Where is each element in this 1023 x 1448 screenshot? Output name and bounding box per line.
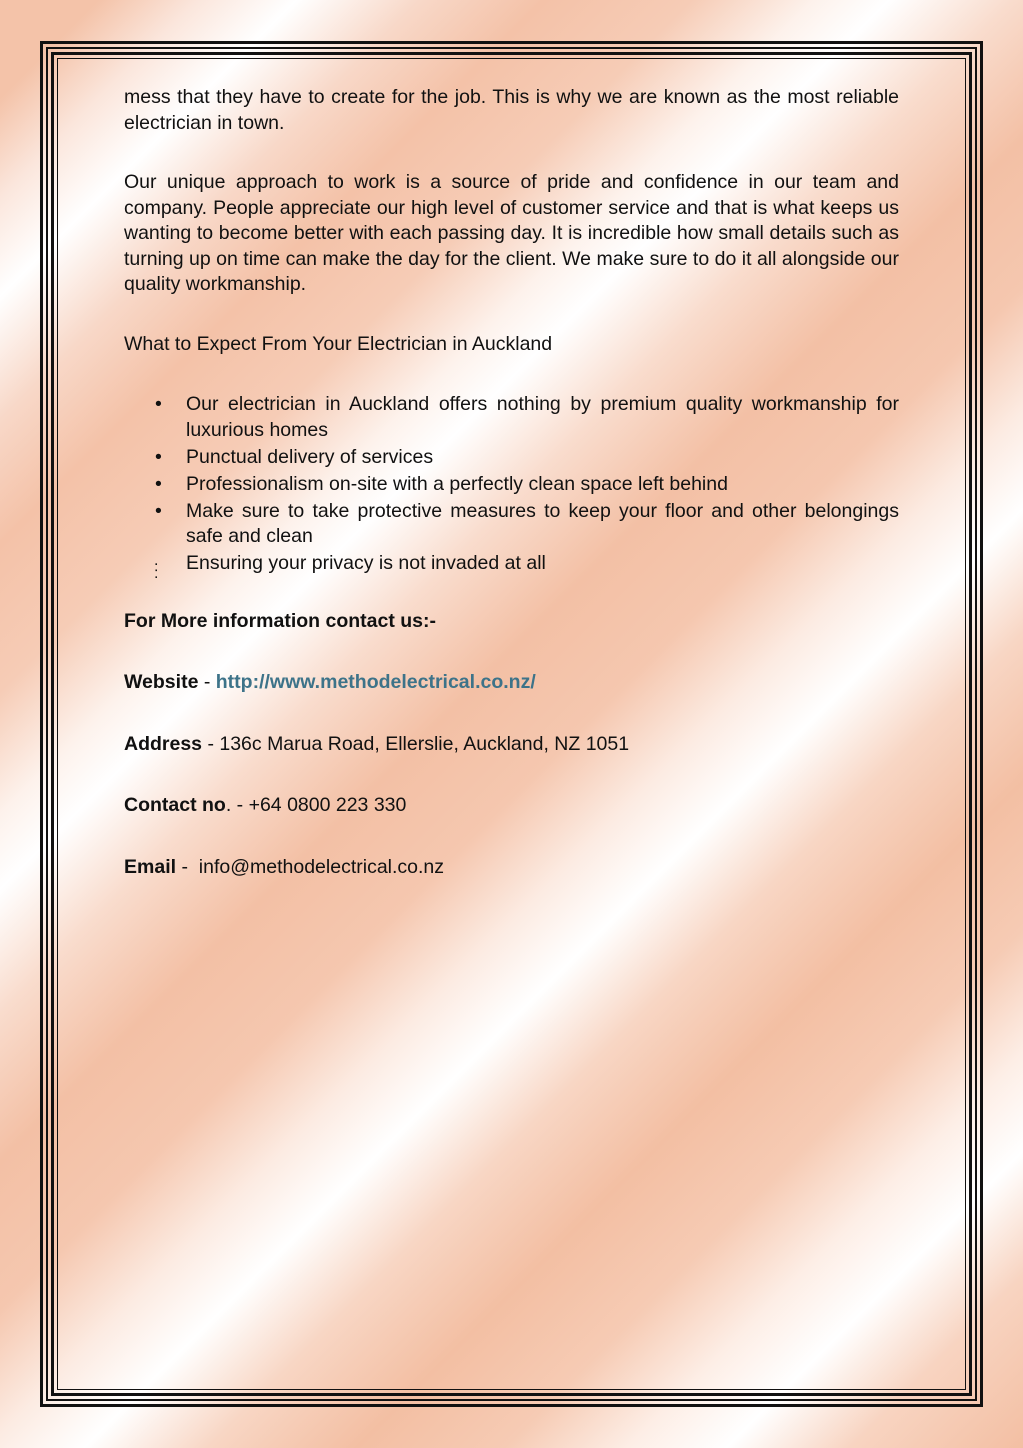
contact-title: For More information contact us:-	[124, 609, 436, 632]
email-value: - info@methodelectrical.co.nz	[176, 855, 445, 878]
list-item-text: Professionalism on-site with a perfectly clean space left behind	[186, 472, 728, 495]
document-body	[124, 85, 899, 916]
expectations-list	[124, 392, 899, 595]
paragraph-approach: Our unique approach to work is a source of pride and confidence in our team and company. People appreciate our high level of customer service and that is what keeps us wanting to become better with each passing day. It is incredible how small details such as turning up on time can make the day for the client. We make sure to do it all alongside our quality workmanship.	[124, 171, 899, 295]
list-item-text: Make sure to take protective measures to keep your floor and other belongings safe and clean	[186, 499, 899, 547]
bullet-icon: •	[155, 393, 162, 415]
email-label: Email	[124, 855, 177, 878]
bullet-icon: •	[155, 499, 162, 522]
list-item-text: Ensuring your privacy is not invaded at all	[186, 552, 546, 574]
website-separator: -	[198, 671, 216, 693]
list-item	[124, 445, 899, 471]
list-item	[124, 499, 899, 550]
address-label: Address	[124, 732, 203, 755]
website-label: Website	[124, 671, 199, 693]
contact-label: Contact no	[124, 794, 226, 816]
list-item	[124, 551, 899, 595]
address-value: - 136c Marua Road, Ellerslie, Auckland, NZ 1051	[202, 732, 630, 755]
email-line	[124, 855, 899, 881]
odd-bullet-icon: . :	[154, 552, 159, 582]
contact-number-line	[124, 793, 899, 819]
list-item-text: Our electrician in Auckland offers nothing by premium quality workmanship for luxurious homes	[186, 393, 899, 441]
list-item	[124, 472, 899, 498]
contact-value: . - +64 0800 223 330	[225, 794, 407, 816]
bullet-icon: •	[155, 472, 162, 495]
address-line	[124, 732, 899, 758]
list-item-text: Punctual delivery of services	[186, 445, 434, 468]
bullet-icon: •	[155, 445, 162, 468]
paragraph-reliable: mess that they have to create for the job. This is why we are known as the most reliable electrician in town.	[124, 86, 899, 134]
website-line	[124, 670, 899, 696]
list-item	[124, 392, 899, 443]
section-heading: What to Expect From Your Electrician in Auckland	[124, 332, 553, 355]
website-link[interactable]: http://www.methodelectrical.co.nz/	[215, 671, 536, 693]
